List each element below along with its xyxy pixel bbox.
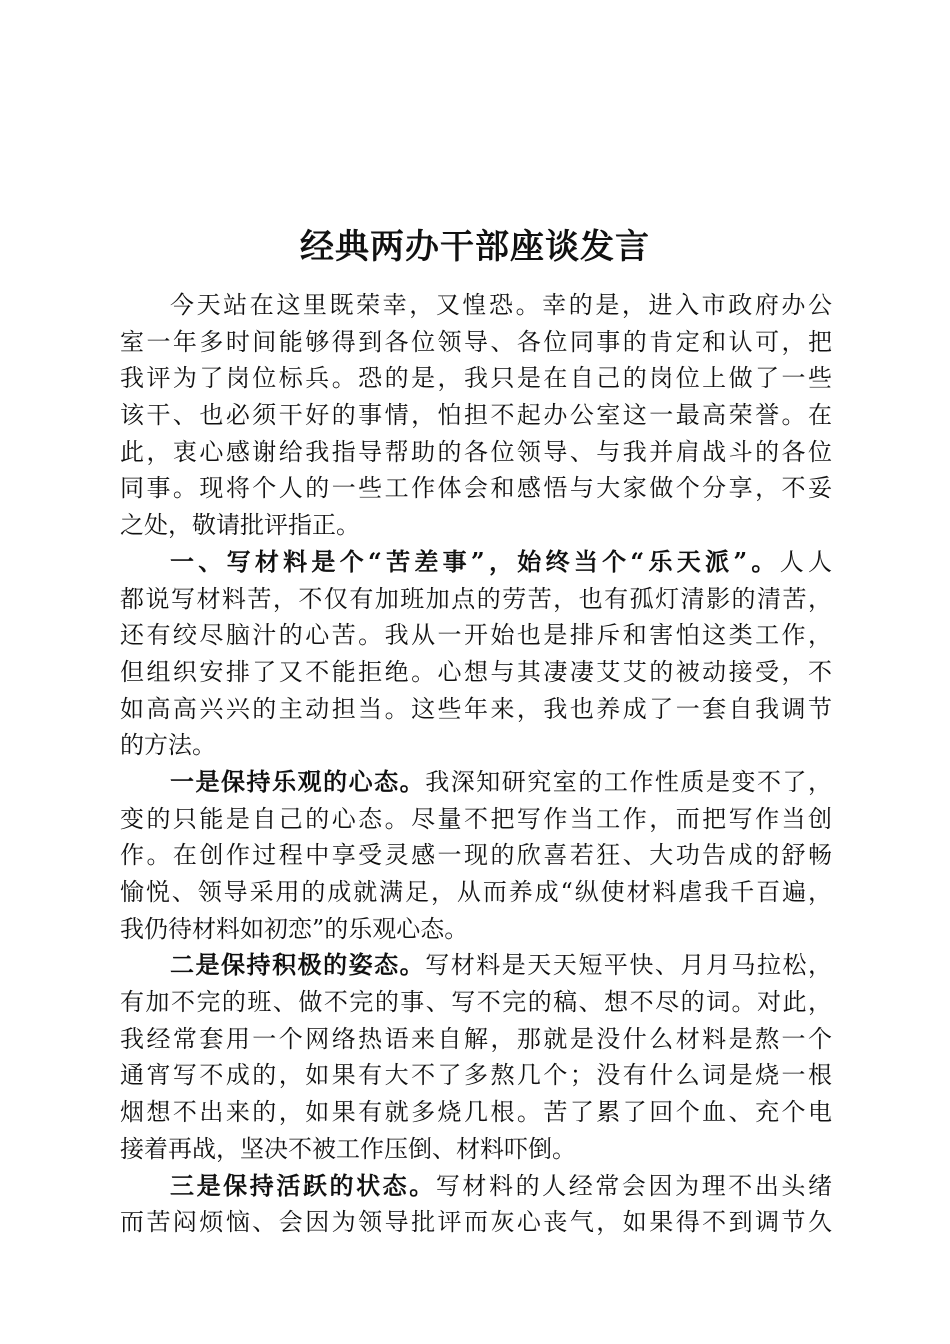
text-line <box>120 947 832 984</box>
body-text: 写材料的人经常会因为理不出头绪 <box>435 1171 833 1200</box>
body-text: 我经常套用一个网络热语来自解，那就是没什么材料是熬一个 <box>120 1024 832 1053</box>
text-line <box>120 397 832 434</box>
text-line <box>120 874 832 911</box>
body-text: 此，衷心感谢给我指导帮助的各位领导、与我并肩战斗的各位 <box>120 437 832 466</box>
body-text: 变的只能是自己的心态。尽量不把写作当工作，而把写作当创 <box>120 804 832 833</box>
bold-heading-text: 二是保持积极的姿态。 <box>170 950 426 980</box>
text-line <box>120 727 832 764</box>
text-line <box>120 764 832 801</box>
body-text: 我仍待材料如初恋”的乐观心态。 <box>120 914 469 943</box>
text-line <box>120 984 832 1021</box>
text-line <box>120 287 832 324</box>
text-line <box>120 324 832 361</box>
text-line <box>120 691 832 728</box>
text-line <box>120 544 832 581</box>
body-text: 有加不完的班、做不完的事、写不完的稿、想不尽的词。对此， <box>120 988 832 1017</box>
text-line <box>120 470 832 507</box>
body-text: 写材料是天天短平快、月月马拉松， <box>425 951 833 980</box>
bold-heading-text: 一、写材料是个“苦差事”，始终当个“乐天派”。 <box>170 546 780 576</box>
text-line <box>120 617 832 654</box>
text-line <box>120 911 832 948</box>
body-text: 接着再战，坚决不被工作压倒、材料吓倒。 <box>120 1134 576 1163</box>
bold-heading-text: 一是保持乐观的心态。 <box>170 766 426 796</box>
text-line <box>120 1057 832 1094</box>
body-text: 还有绞尽脑汁的心苦。我从一开始也是排斥和害怕这类工作， <box>120 621 832 650</box>
body-text: 通宵写不成的，如果有大不了多熬几个；没有什么词是烧一根 <box>120 1061 832 1090</box>
text-line <box>120 581 832 618</box>
text-line <box>120 1204 832 1241</box>
text-line <box>120 1131 832 1168</box>
body-text: 今天站在这里既荣幸，又惶恐。幸的是，进入市政府办公 <box>170 291 832 319</box>
text-line <box>120 434 832 471</box>
body-text: 愉悦、领导采用的成就满足，从而养成“纵使材料虐我千百遍， <box>120 878 832 906</box>
body-text: 该干、也必须干好的事情，怕担不起办公室这一最高荣誉。在 <box>120 401 832 430</box>
body-text: 人人 <box>779 547 833 576</box>
text-line <box>120 801 832 838</box>
bold-heading-text: 三是保持活跃的状态。 <box>170 1170 436 1200</box>
text-line <box>120 507 832 544</box>
body-text: 室一年多时间能够得到各位领导、各位同事的肯定和认可，把 <box>120 327 832 356</box>
body-text: 的方法。 <box>120 731 216 760</box>
body-text: 我评为了岗位标兵。恐的是，我只是在自己的岗位上做了一些 <box>120 364 832 393</box>
body-text: 都说写材料苦，不仅有加班加点的劳苦，也有孤灯清影的清苦， <box>120 584 832 613</box>
body-text: 而苦闷烦恼、会因为领导批评而灰心丧气，如果得不到调节久 <box>120 1208 832 1237</box>
text-line <box>120 837 832 874</box>
text-line <box>120 654 832 691</box>
body-text: 作。在创作过程中享受灵感一现的欣喜若狂、大功告成的舒畅 <box>120 841 832 870</box>
text-line <box>120 1021 832 1058</box>
body-text: 如高高兴兴的主动担当。这些年来，我也养成了一套自我调节 <box>120 694 832 723</box>
body-text: 我深知研究室的工作性质是变不了， <box>425 767 833 796</box>
text-line <box>120 360 832 397</box>
document-title: 经典两办干部座谈发言 <box>300 226 650 267</box>
text-line <box>120 1094 832 1131</box>
text-line <box>120 1168 832 1205</box>
document-body <box>120 287 832 1241</box>
body-text: 之处，敬请批评指正。 <box>120 511 360 540</box>
body-text: 但组织安排了又不能拒绝。心想与其凄凄艾艾的被动接受，不 <box>120 657 832 686</box>
body-text: 烟想不出来的，如果有就多烧几根。苦了累了回个血、充个电 <box>120 1098 832 1127</box>
body-text: 同事。现将个人的一些工作体会和感悟与大家做个分享，不妥 <box>120 474 832 503</box>
